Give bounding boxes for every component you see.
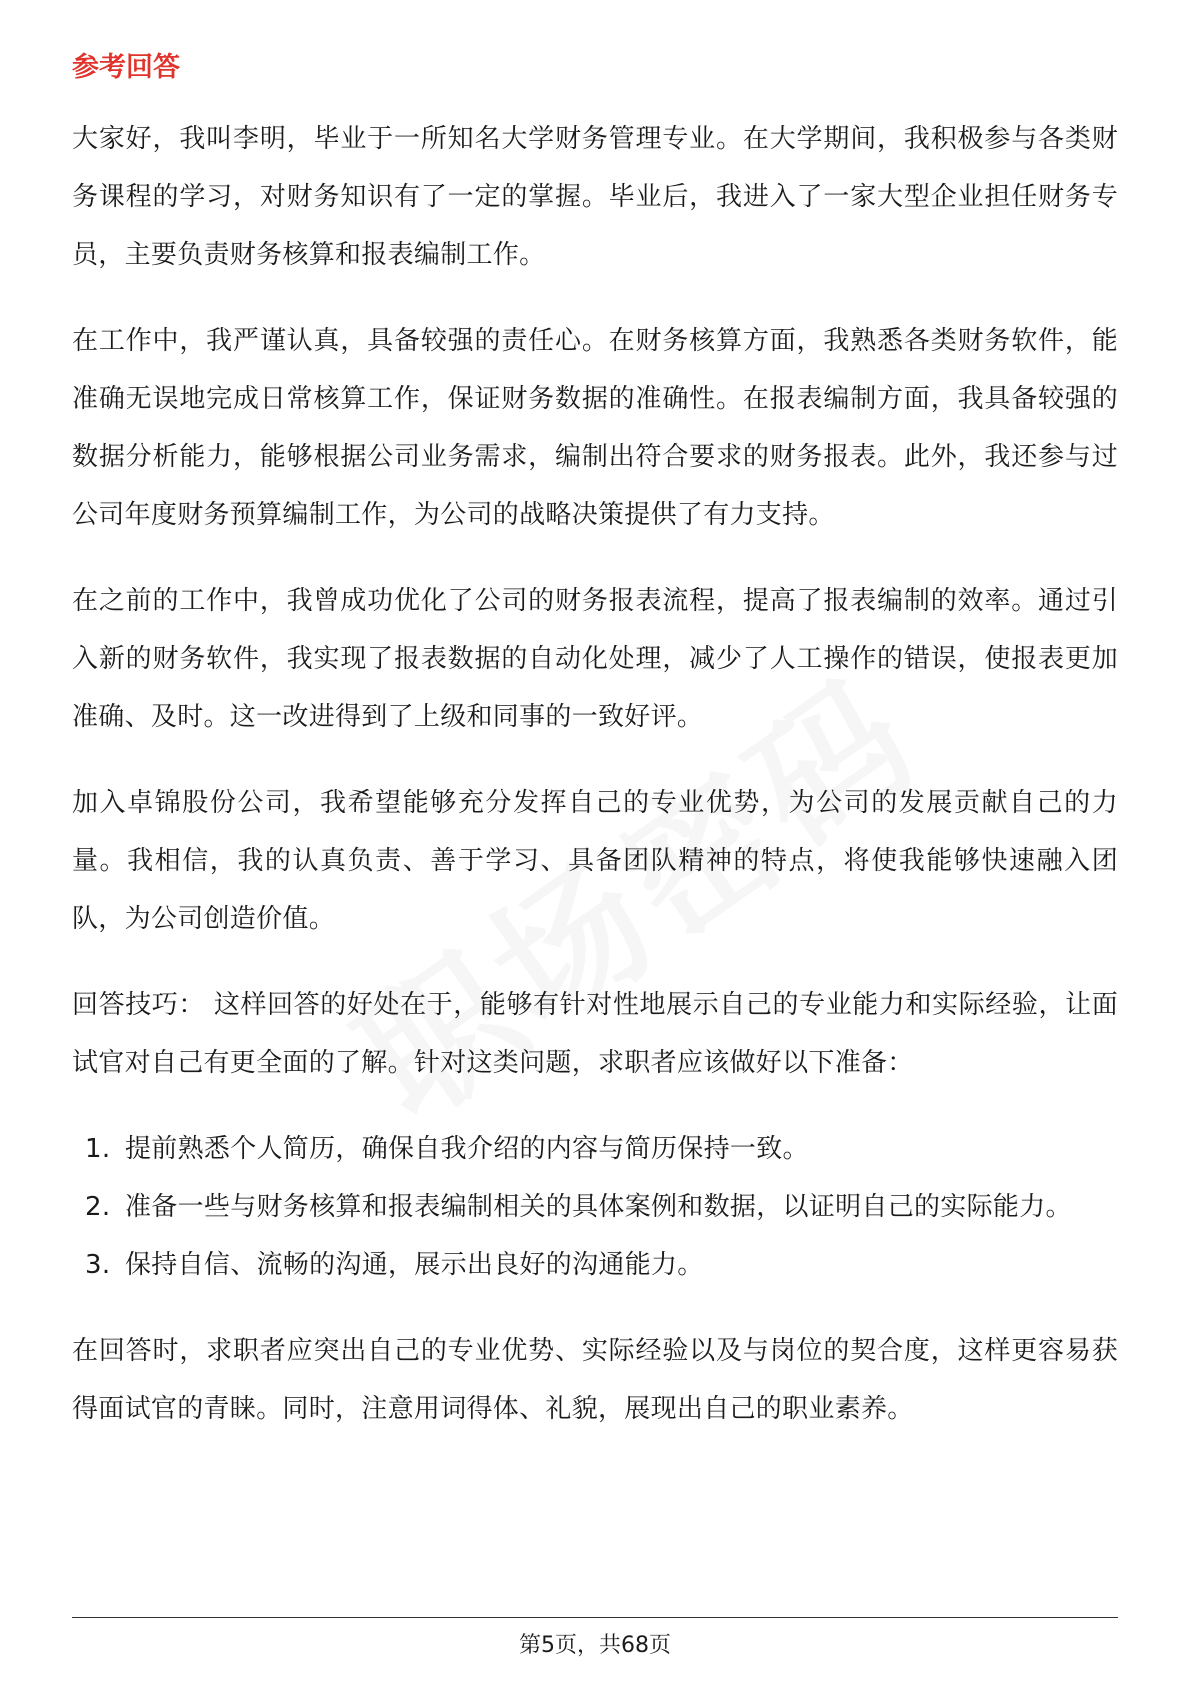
answer-paragraph-2: 在工作中，我严谨认真，具备较强的责任心。在财务核算方面，我熟悉各类财务软件，能准确无误地完成日常核算工作，保证财务数据的准确性。在报表编制方面，我具备较强的数据分析能力，能够根据公司业务需求，编制出符合要求的财务报表。此外，我还参与过公司年度财务预算编制工作，为公司的战略决策提供了有力支持。 [72,326,1118,530]
list-item [72,1120,1118,1178]
page-number: 第5页，共68页 [519,1633,671,1658]
list-item-text: 提前熟悉个人简历，确保自我介绍的内容与简历保持一致。 [125,1134,809,1164]
footer-divider [72,1617,1118,1618]
list-item-text: 保持自信、流畅的沟通，展示出良好的沟通能力。 [125,1250,704,1280]
tips-list [72,1120,1118,1294]
list-item-number: 1. [85,1134,111,1164]
document-body [72,48,1118,1466]
answer-paragraph-4: 加入卓锦股份公司，我希望能够充分发挥自己的专业优势，为公司的发展贡献自己的力量。我相信，我的认真负责、善于学习、具备团队精神的特点，将使我能够快速融入团队，为公司创造价值。 [72,788,1118,934]
answer-paragraph-1: 大家好，我叫李明，毕业于一所知名大学财务管理专业。在大学期间，我积极参与各类财务课程的学习，对财务知识有了一定的掌握。毕业后，我进入了一家大型企业担任财务专员，主要负责财务核算和报表编制工作。 [72,124,1118,270]
list-item [72,1236,1118,1294]
list-item-number: 2. [85,1192,111,1222]
tips-intro-paragraph: 回答技巧： 这样回答的好处在于，能够有针对性地展示自己的专业能力和实际经验，让面试官对自己有更全面的了解。针对这类问题，求职者应该做好以下准备： [72,990,1118,1078]
section-heading: 参考回答 [72,52,180,83]
closing-paragraph: 在回答时，求职者应突出自己的专业优势、实际经验以及与岗位的契合度，这样更容易获得面试官的青睐。同时，注意用词得体、礼貌，展现出自己的职业素养。 [72,1336,1118,1424]
list-item-number: 3. [85,1250,111,1280]
answer-paragraph-3: 在之前的工作中，我曾成功优化了公司的财务报表流程，提高了报表编制的效率。通过引入新的财务软件，我实现了报表数据的自动化处理，减少了人工操作的错误，使报表更加准确、及时。这一改进得到了上级和同事的一致好评。 [72,586,1118,732]
list-item [72,1178,1118,1236]
list-item-text: 准备一些与财务核算和报表编制相关的具体案例和数据，以证明自己的实际能力。 [125,1192,1072,1222]
